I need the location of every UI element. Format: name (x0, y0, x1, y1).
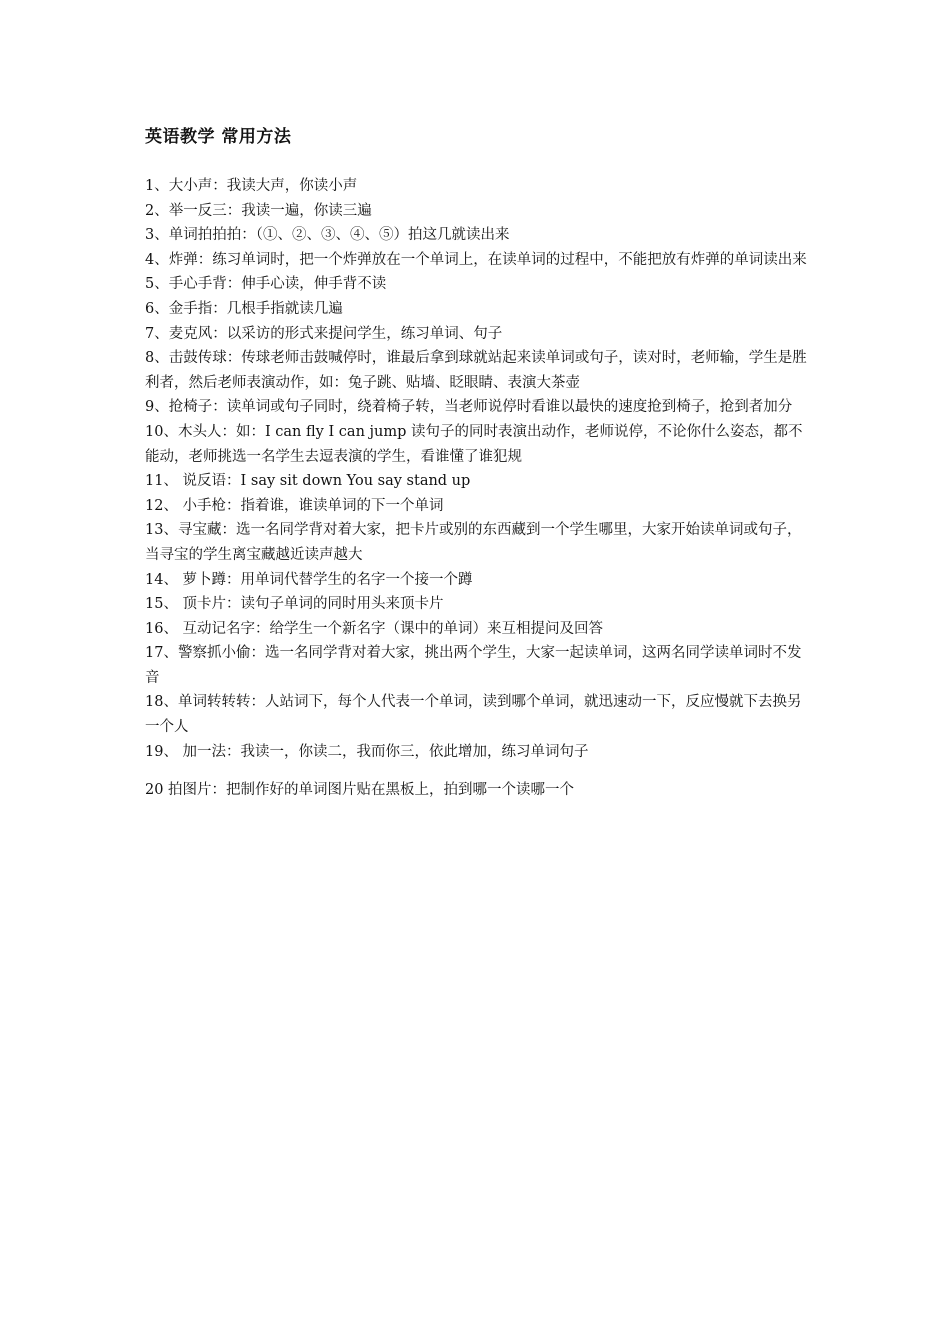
method-item-12: 12、 小手枪：指着谁，谁读单词的下一个单词 (145, 497, 444, 514)
method-item-8: 8、击鼓传球：传球老师击鼓喊停时，谁最后拿到球就站起来读单词或句子，读对时，老师输，学生是胜利者，然后老师表演动作，如：兔子跳、贴墙、眨眼睛、表演大茶壶 (145, 350, 807, 391)
method-item-20: 20 拍图片：把制作好的单词图片贴在黑板上，拍到哪一个读哪一个 (145, 782, 575, 799)
method-item-9: 9、抢椅子：读单词或句子同时，绕着椅子转，当老师说停时看谁以最快的速度抢到椅子，抢到者加分 (145, 399, 793, 416)
method-item-4: 4、炸弹：练习单词时，把一个炸弹放在一个单词上，在读单词的过程中，不能把放有炸弹的单词读出来 (145, 251, 807, 268)
method-item-17: 17、警察抓小偷：选一名同学背对着大家，挑出两个学生，大家一起读单词，这两名同学读单词时不发音 (145, 645, 802, 686)
method-item-5: 5、手心手背：伸手心读，伸手背不读 (145, 276, 387, 293)
method-item-16: 16、 互动记名字：给学生一个新名字（课中的单词）来互相提问及回答 (145, 620, 604, 637)
method-item-10: 10、木头人：如：I can fly I can jump 读句子的同时表演出动作，老师说停，不论你什么姿态，都不能动，老师挑选一名学生去逗表演的学生，看谁懂了谁犯规 (145, 423, 803, 465)
method-item-2: 2、举一反三：我读一遍，你读三遍 (145, 202, 372, 219)
method-item-1: 1、大小声：我读大声，你读小声 (145, 178, 358, 194)
method-item-11: 11、 说反语：I say sit down You say stand up (145, 473, 471, 490)
method-item-14: 14、 萝卜蹲：用单词代替学生的名字一个接一个蹲 (145, 571, 473, 588)
method-item-13: 13、寻宝藏：选一名同学背对着大家，把卡片或别的东西藏到一个学生哪里，大家开始读单词或句子，当寻宝的学生离宝藏越近读声越大 (145, 522, 802, 563)
method-item-15: 15、 顶卡片：读句子单词的同时用头来顶卡片 (145, 596, 444, 613)
method-item-19: 19、 加一法：我读一，你读二，我而你三，依此增加，练习单词句子 (145, 743, 589, 760)
method-item-7: 7、麦克风：以采访的形式来提问学生，练习单词、句子 (145, 325, 503, 342)
document-body (145, 124, 810, 803)
methods-list (145, 174, 810, 803)
document-title: 英语教学 常用方法 (145, 127, 292, 147)
method-item-3: 3、单词拍拍拍：（①、②、③、④、⑤）拍这几就读出来 (145, 227, 510, 244)
method-item-18: 18、单词转转转：人站词下，每个人代表一个单词，读到哪个单词，就迅速动一下，反应慢就下去换另一个人 (145, 694, 802, 736)
method-item-6: 6、金手指：几根手指就读几遍 (145, 300, 343, 317)
